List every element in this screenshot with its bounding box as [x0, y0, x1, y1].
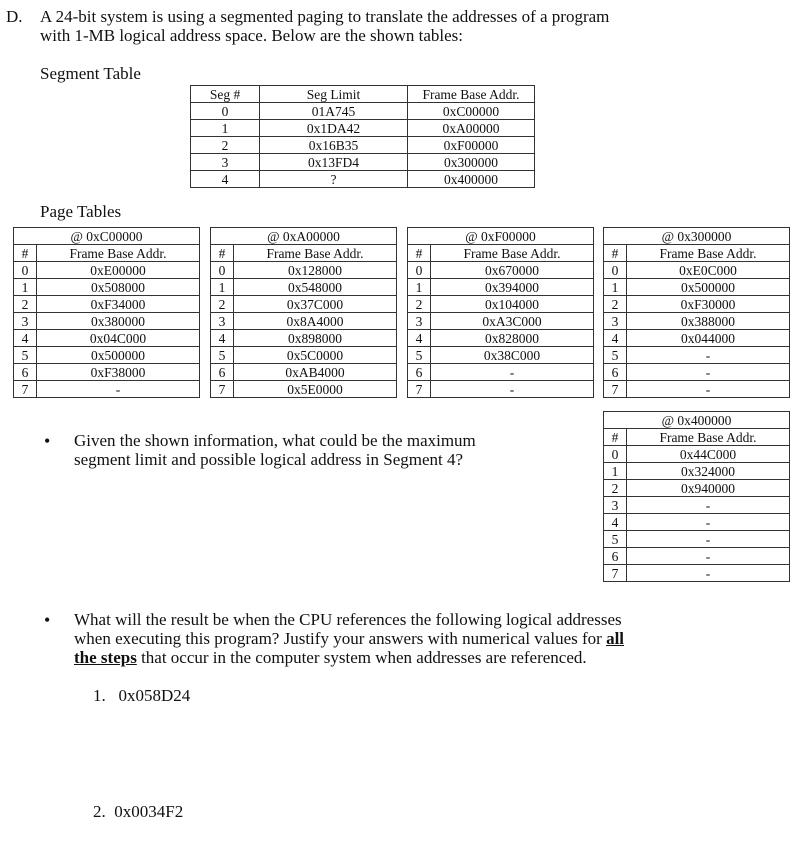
frame-address-cell: 0x04C000 [37, 330, 200, 347]
table-row [211, 347, 397, 364]
seg-cell: 0x13FD4 [260, 154, 408, 171]
page-number-cell: 0 [604, 446, 627, 463]
table-row [604, 514, 790, 531]
bullet2-line3-text: that occur in the computer system when addresses are referenced. [136, 648, 587, 667]
table-row [604, 381, 790, 398]
page-number-cell: 0 [211, 262, 234, 279]
seg-cell: 01A745 [260, 103, 408, 120]
page-number-cell: 3 [408, 313, 431, 330]
bullet2-line2-text: when executing this program? Justify your answers with numerical values for [74, 629, 607, 648]
item-1 [93, 686, 190, 705]
bullet2-line3 [74, 648, 587, 667]
frame-address-cell: 0x500000 [627, 279, 790, 296]
frame-address-cell: 0x128000 [234, 262, 397, 279]
seg-header-limit: Seg Limit [260, 86, 408, 103]
table-row [604, 565, 790, 582]
page-table-header-num: # [14, 245, 37, 262]
page-number-cell: 6 [408, 364, 431, 381]
page-number-cell: 0 [14, 262, 37, 279]
page-table-3 [603, 227, 790, 398]
frame-address-cell: - [431, 381, 594, 398]
page-number-cell: 3 [604, 497, 627, 514]
frame-address-cell: - [627, 565, 790, 582]
table-row [211, 313, 397, 330]
page-number-cell: 7 [604, 381, 627, 398]
table-row [604, 330, 790, 347]
frame-address-cell: 0x5C0000 [234, 347, 397, 364]
table-row [604, 548, 790, 565]
segment-table [190, 85, 535, 188]
item-2-address: 0x0034F2 [114, 802, 184, 821]
page-number-cell: 6 [604, 364, 627, 381]
page-number-cell: 6 [14, 364, 37, 381]
table-row [604, 446, 790, 463]
table-row [408, 262, 594, 279]
frame-address-cell: 0xAB4000 [234, 364, 397, 381]
page-table [603, 227, 790, 398]
page-table-header-frame: Frame Base Addr. [627, 245, 790, 262]
table-row [191, 171, 535, 188]
page-table-header-frame: Frame Base Addr. [37, 245, 200, 262]
table-row [604, 313, 790, 330]
page-number-cell: 6 [211, 364, 234, 381]
frame-address-cell: 0x380000 [37, 313, 200, 330]
page-number-cell: 7 [604, 565, 627, 582]
frame-address-cell: - [431, 364, 594, 381]
frame-address-cell: - [627, 497, 790, 514]
page-number-cell: 5 [211, 347, 234, 364]
page-number-cell: 3 [14, 313, 37, 330]
page-number-cell: 3 [211, 313, 234, 330]
page-table [603, 411, 790, 582]
frame-address-cell: - [627, 531, 790, 548]
table-row [408, 313, 594, 330]
table-row [408, 364, 594, 381]
page-number-cell: 5 [408, 347, 431, 364]
item-2-num: 2. [93, 802, 106, 821]
page-number-cell: 2 [604, 296, 627, 313]
question-line1: A 24-bit system is using a segmented paging to translate the addresses of a program [40, 7, 610, 26]
page-number-cell: 2 [604, 480, 627, 497]
page-table-address: @ 0x400000 [604, 412, 790, 429]
page-number-cell: 4 [604, 514, 627, 531]
table-row [408, 381, 594, 398]
table-row [604, 347, 790, 364]
frame-address-cell: 0x898000 [234, 330, 397, 347]
seg-cell: 0xC00000 [408, 103, 535, 120]
table-row [604, 531, 790, 548]
table-row [14, 330, 200, 347]
page-number-cell: 1 [14, 279, 37, 296]
table-row [211, 330, 397, 347]
table-row [14, 296, 200, 313]
table-row [408, 330, 594, 347]
page-table-address: @ 0xC00000 [14, 228, 200, 245]
table-row [14, 347, 200, 364]
table-row [191, 120, 535, 137]
table-row [211, 296, 397, 313]
seg-cell: 0 [191, 103, 260, 120]
frame-address-cell: 0x5E0000 [234, 381, 397, 398]
page-number-cell: 6 [604, 548, 627, 565]
table-row [211, 364, 397, 381]
bullet-marker-1: • [44, 431, 51, 451]
seg-cell: 1 [191, 120, 260, 137]
table-row [191, 137, 535, 154]
table-row [211, 262, 397, 279]
page-number-cell: 1 [408, 279, 431, 296]
table-row [211, 381, 397, 398]
bullet2-emphasis-all: all [606, 629, 625, 648]
page-table-0 [13, 227, 200, 398]
page-table [407, 227, 594, 398]
bullet2-line1: What will the result be when the CPU references the following logical addresses [74, 610, 622, 629]
bullet2-emphasis-steps: the steps [74, 648, 137, 667]
table-row [14, 279, 200, 296]
question-label: D. [6, 7, 23, 26]
page-number-cell: 5 [604, 347, 627, 364]
frame-address-cell: 0xF34000 [37, 296, 200, 313]
frame-address-cell: - [627, 514, 790, 531]
page-table-header-num: # [211, 245, 234, 262]
page-tables-title: Page Tables [40, 202, 122, 221]
page-table-4 [603, 411, 790, 582]
table-row [14, 381, 200, 398]
bullet2-line2 [74, 629, 624, 648]
table-row [14, 313, 200, 330]
page-table-header-frame: Frame Base Addr. [627, 429, 790, 446]
frame-address-cell: - [627, 364, 790, 381]
frame-address-cell: 0x940000 [627, 480, 790, 497]
frame-address-cell: 0x828000 [431, 330, 594, 347]
page-table-2 [407, 227, 594, 398]
seg-cell: 0x300000 [408, 154, 535, 171]
table-row [191, 154, 535, 171]
page-number-cell: 0 [604, 262, 627, 279]
table-row [604, 262, 790, 279]
frame-address-cell: 0x548000 [234, 279, 397, 296]
seg-cell: 3 [191, 154, 260, 171]
page-number-cell: 5 [14, 347, 37, 364]
seg-cell: 0xF00000 [408, 137, 535, 154]
seg-header-num: Seg # [191, 86, 260, 103]
table-row [408, 296, 594, 313]
item-1-num: 1. [93, 686, 106, 705]
page-number-cell: 4 [408, 330, 431, 347]
frame-address-cell: 0xE0C000 [627, 262, 790, 279]
page-number-cell: 0 [408, 262, 431, 279]
frame-address-cell: 0x508000 [37, 279, 200, 296]
page-number-cell: 1 [211, 279, 234, 296]
frame-address-cell: 0x500000 [37, 347, 200, 364]
page-number-cell: 1 [604, 279, 627, 296]
frame-address-cell: 0x044000 [627, 330, 790, 347]
table-row [604, 463, 790, 480]
seg-cell: 2 [191, 137, 260, 154]
page-number-cell: 2 [14, 296, 37, 313]
frame-address-cell: 0x104000 [431, 296, 594, 313]
seg-cell: ? [260, 171, 408, 188]
frame-address-cell: 0x8A4000 [234, 313, 397, 330]
table-row [14, 364, 200, 381]
table-row [604, 279, 790, 296]
frame-address-cell: 0x670000 [431, 262, 594, 279]
bullet-marker-2: • [44, 610, 51, 630]
page-number-cell: 1 [604, 463, 627, 480]
frame-address-cell: 0xA3C000 [431, 313, 594, 330]
frame-address-cell: 0xE00000 [37, 262, 200, 279]
frame-address-cell: 0x44C000 [627, 446, 790, 463]
bullet1-line1: Given the shown information, what could be the maximum [74, 431, 476, 450]
seg-cell: 4 [191, 171, 260, 188]
seg-cell: 0x16B35 [260, 137, 408, 154]
page-number-cell: 2 [408, 296, 431, 313]
segment-table-title: Segment Table [40, 64, 141, 83]
bullet1-line2: segment limit and possible logical address in Segment 4? [74, 450, 464, 469]
page-number-cell: 2 [211, 296, 234, 313]
question-line2: with 1-MB logical address space. Below are the shown tables: [40, 26, 464, 45]
seg-cell: 0x1DA42 [260, 120, 408, 137]
page-table-address: @ 0x300000 [604, 228, 790, 245]
frame-address-cell: 0x38C000 [431, 347, 594, 364]
page-table-header-frame: Frame Base Addr. [431, 245, 594, 262]
seg-header-frame: Frame Base Addr. [408, 86, 535, 103]
frame-address-cell: 0xF38000 [37, 364, 200, 381]
seg-cell: 0x400000 [408, 171, 535, 188]
frame-address-cell: - [627, 381, 790, 398]
seg-cell: 0xA00000 [408, 120, 535, 137]
page-table-address: @ 0xF00000 [408, 228, 594, 245]
page-table [210, 227, 397, 398]
table-row [191, 103, 535, 120]
page-number-cell: 7 [408, 381, 431, 398]
page-table-header-num: # [408, 245, 431, 262]
page-table-address: @ 0xA00000 [211, 228, 397, 245]
page-number-cell: 4 [14, 330, 37, 347]
table-row [408, 279, 594, 296]
frame-address-cell: 0x394000 [431, 279, 594, 296]
table-row [14, 262, 200, 279]
item-2 [93, 802, 183, 821]
page-number-cell: 3 [604, 313, 627, 330]
page-number-cell: 7 [14, 381, 37, 398]
frame-address-cell: - [37, 381, 200, 398]
frame-address-cell: - [627, 347, 790, 364]
page-number-cell: 7 [211, 381, 234, 398]
page-table-header-frame: Frame Base Addr. [234, 245, 397, 262]
table-row [604, 364, 790, 381]
page-number-cell: 4 [604, 330, 627, 347]
table-row [604, 480, 790, 497]
page-table-header-num: # [604, 245, 627, 262]
frame-address-cell: - [627, 548, 790, 565]
frame-address-cell: 0xF30000 [627, 296, 790, 313]
item-1-address: 0x058D24 [118, 686, 191, 705]
table-row [604, 497, 790, 514]
frame-address-cell: 0x388000 [627, 313, 790, 330]
table-row [604, 296, 790, 313]
page-number-cell: 4 [211, 330, 234, 347]
table-row [408, 347, 594, 364]
page-table-1 [210, 227, 397, 398]
page-table-header-num: # [604, 429, 627, 446]
page-number-cell: 5 [604, 531, 627, 548]
page-table [13, 227, 200, 398]
frame-address-cell: 0x37C000 [234, 296, 397, 313]
frame-address-cell: 0x324000 [627, 463, 790, 480]
table-row [211, 279, 397, 296]
